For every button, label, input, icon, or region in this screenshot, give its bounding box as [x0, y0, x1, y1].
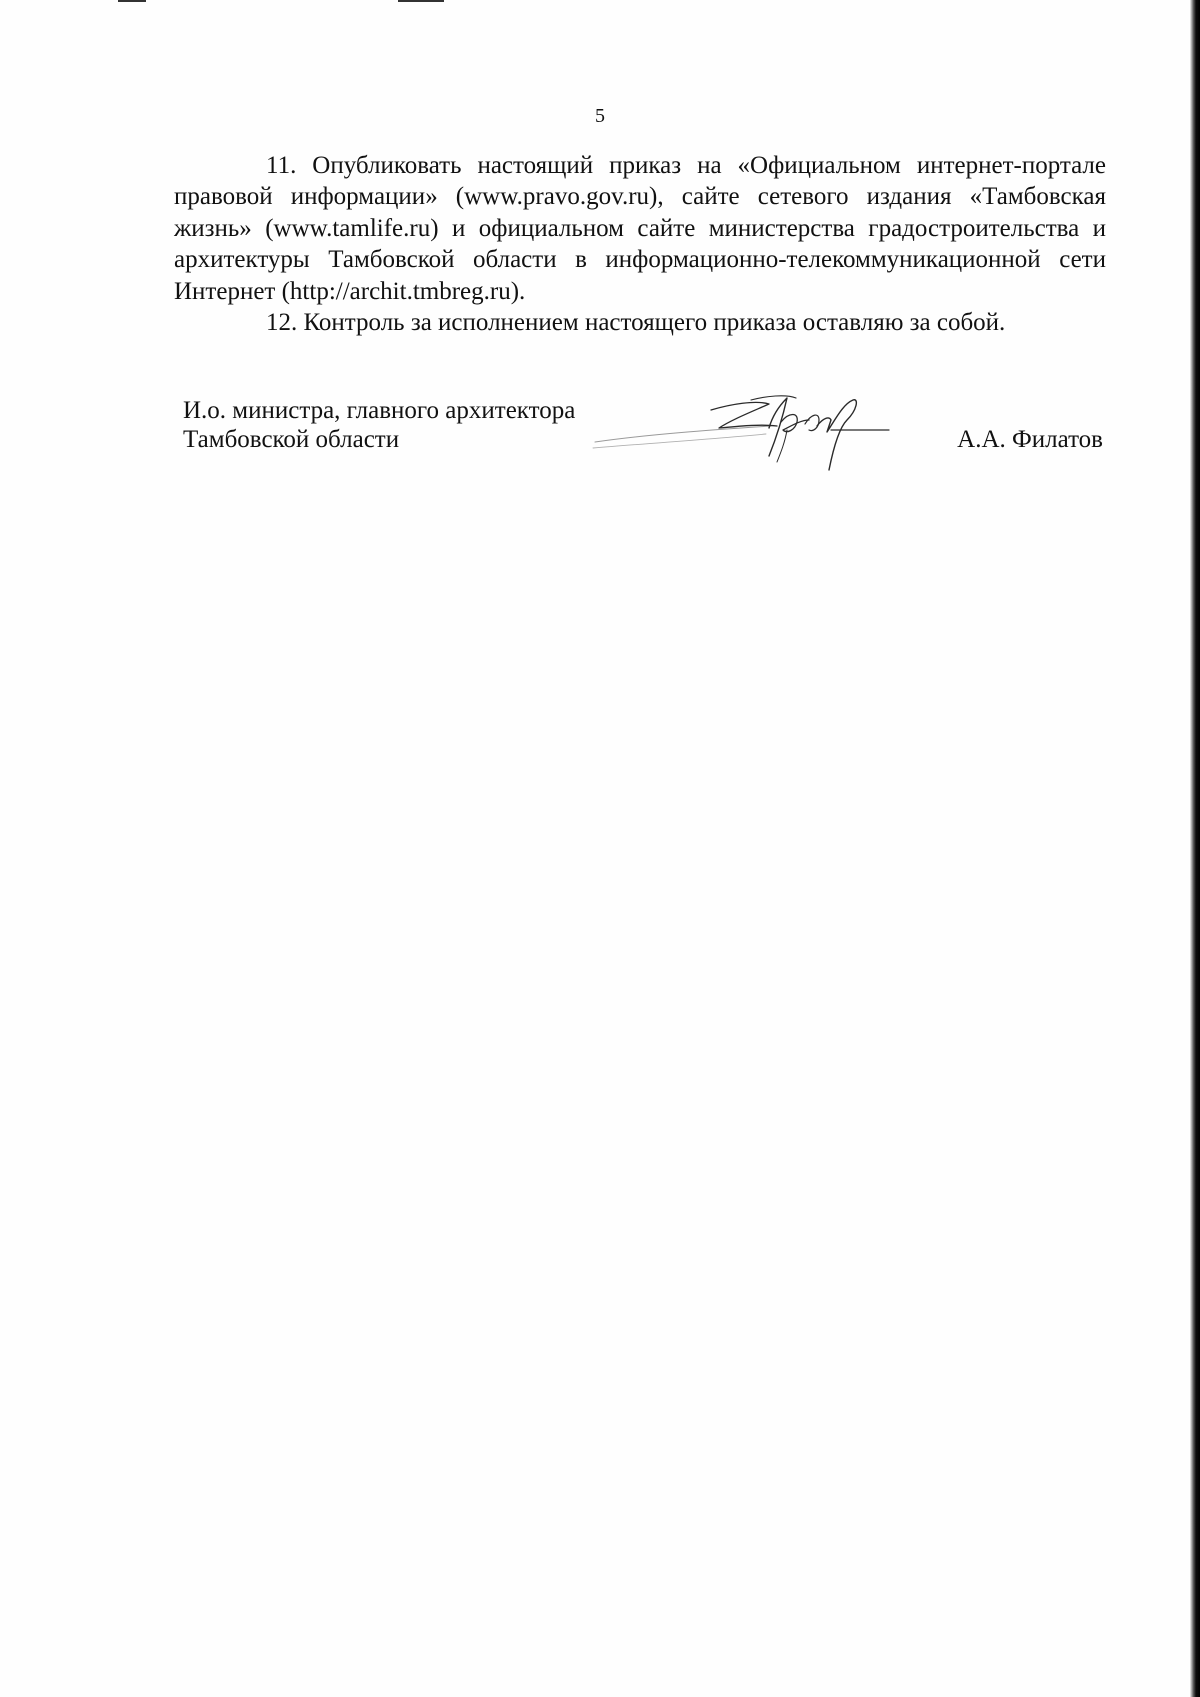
scan-artifact-top-left	[118, 0, 146, 2]
scan-artifact-top-center	[398, 0, 444, 2]
signatory-position	[183, 396, 575, 454]
signatory-name: А.А. Филатов	[957, 426, 1103, 453]
signatory-position-line-1: И.о. министра, главного архитектора	[183, 397, 576, 424]
signature-block	[183, 396, 1103, 476]
handwritten-signature	[591, 390, 891, 478]
page-number: 5	[595, 105, 605, 127]
paragraph-11: 11. Опубликовать настоящий приказ на «Официальном интернет-портале правовой информации» (www.pravo.gov.ru), сайте сетевого издания «Тамбовская жизнь» (www.tamlife.ru) и официальном сайте министерства градостроительства и архитектуры Тамбовской области в информационно-телекоммуникационной сети Интернет (http://archit.tmbreg.ru).	[174, 152, 1106, 305]
scan-shadow-right-edge	[1190, 0, 1200, 1697]
signatory-position-line-2: Тамбовской области	[183, 426, 400, 453]
paragraph-12: 12. Контроль за исполнением настоящего приказа оставляю за собой.	[266, 309, 1006, 337]
order-body-text	[174, 150, 1106, 338]
